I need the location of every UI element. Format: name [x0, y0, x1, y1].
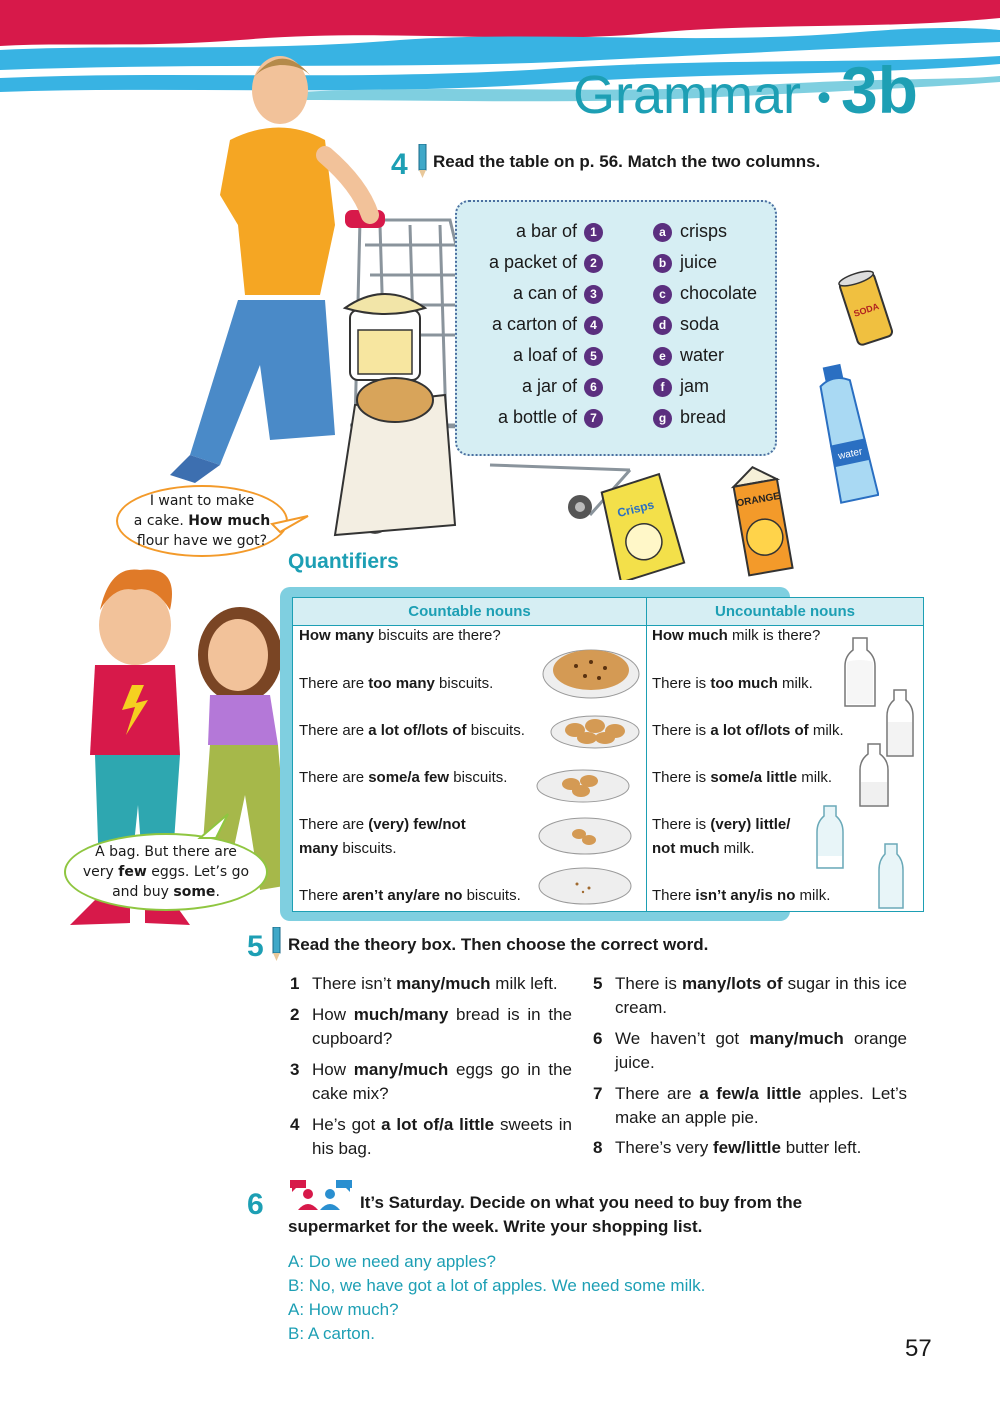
column-header-uncountable: Uncountable nouns [647, 598, 923, 626]
milk-bottle-icon [857, 740, 891, 808]
exercise-5-item-6: 6 We haven’t got many/much orange juice. [593, 1029, 907, 1072]
uncountable-row-2: There is too much milk. [652, 675, 813, 692]
match-right-f: f jam [653, 373, 709, 399]
svg-text:water: water [837, 446, 864, 463]
countable-row-4: There are some/a few biscuits. [299, 769, 508, 786]
match-columns-box [455, 200, 777, 456]
match-left-2: a packet of 2 [489, 249, 603, 275]
crisps-packet-illustration [596, 472, 686, 580]
countable-row-2: There are too many biscuits. [299, 675, 494, 692]
pencil-icon [418, 144, 427, 178]
page-title: Grammar • 3b [572, 53, 918, 127]
match-left-7: a bottle of 7 [498, 404, 603, 430]
dialog-line-4: B: A carton. [288, 1324, 375, 1343]
countable-row-5: There are (very) few/not many biscuits. [299, 816, 466, 857]
milk-bottle-icon [877, 840, 905, 910]
match-right-b: b juice [653, 249, 717, 275]
match-left-3: a can of 3 [513, 280, 603, 306]
exercise-5-item-1: 1 There isn’t many/much milk left. [290, 974, 558, 993]
match-right-e: e water [653, 342, 724, 368]
dialog-line-2: B: No, we have got a lot of apples. We need some milk. [288, 1276, 706, 1295]
water-bottle-illustration [815, 360, 879, 508]
uncountable-row-6: There isn’t any/is no milk. [652, 887, 831, 904]
countable-row-3: There are a lot of/lots of biscuits. [299, 722, 525, 739]
exercise-6-number: 6 [247, 1188, 264, 1221]
speech-bubble-eggs: A bag. But there are very few eggs. Let’s go and buy some. [64, 833, 268, 911]
exercise-5-item-3: 3 How many/much eggs go in the cake mix? [290, 1060, 573, 1103]
quantifiers-table [292, 597, 924, 912]
exercise-4-instruction: Read the table on p. 56. Match the two columns. [433, 152, 821, 171]
countable-row-6: There aren’t any/are no biscuits. [299, 887, 521, 904]
countable-row-1: How many biscuits are there? [299, 627, 501, 644]
biscuit-plate-icon [541, 642, 641, 700]
exercise-5-item-7: 7 There are a few/a little apples. Let’s make an apple pie. [593, 1084, 907, 1127]
exercise-5-item-2: 2 How much/many bread is in the cupboard? [290, 1005, 573, 1048]
biscuit-plate-icon [549, 710, 641, 750]
svg-text:Crisps: Crisps [615, 497, 656, 521]
svg-text:SODA: SODA [852, 301, 881, 319]
uncountable-row-3: There is a lot of/lots of milk. [652, 722, 844, 739]
biscuit-plate-icon [535, 764, 631, 804]
biscuit-plate-icon [537, 812, 633, 856]
match-right-d: d soda [653, 311, 719, 337]
dialog-line-1: A: Do we need any apples? [288, 1252, 496, 1271]
page-number: 57 [905, 1335, 932, 1362]
svg-text:ORANGE: ORANGE [735, 490, 781, 510]
milk-bottle-icon [815, 802, 845, 870]
uncountable-row-5: There is (very) little/ not much milk. [652, 816, 791, 857]
speech-bubble-cake: I want to make a cake. How much flour have we got? [116, 485, 288, 557]
uncountable-row-4: There is some/a little milk. [652, 769, 833, 786]
exercise-5-instruction: Read the theory box. Then choose the correct word. [288, 935, 709, 954]
match-right-a: a crisps [653, 218, 727, 244]
milk-bottle-icon [841, 634, 881, 710]
match-left-4: a carton of 4 [492, 311, 603, 337]
empty-plate-icon [537, 862, 633, 906]
match-left-5: a loaf of 5 [513, 342, 603, 368]
uncountable-row-1: How much milk is there? [652, 627, 821, 644]
column-divider [646, 598, 647, 911]
speech-bubble-tail [196, 812, 232, 842]
quantifiers-heading: Quantifiers [288, 550, 399, 573]
exercise-5-item-4: 4 He’s got a lot of/a little sweets in his bag. [290, 1115, 573, 1158]
exercise-5-item-5: 5 There is many/lots of sugar in this ice cream. [593, 974, 908, 1017]
match-right-g: g bread [653, 404, 726, 430]
exercise-5-item-8: 8 There’s very few/little butter left. [593, 1138, 862, 1157]
column-header-countable: Countable nouns [293, 598, 646, 626]
exercise-4-number: 4 [391, 148, 408, 181]
match-left-1: a bar of 1 [516, 218, 603, 244]
match-left-6: a jar of 6 [522, 373, 603, 399]
speech-bubble-tail [270, 512, 310, 536]
match-right-c: c chocolate [653, 280, 757, 306]
soda-can-illustration [836, 268, 896, 350]
exercise-5-number: 5 [247, 930, 264, 963]
pencil-icon [272, 927, 281, 961]
exercise-6-instruction: It’s Saturday. Decide on what you need to buy from the supermarket for the week. Write your shopping list. [288, 1193, 803, 1236]
dialog-line-3: A: How much? [288, 1300, 399, 1319]
orange-carton-illustration [722, 462, 806, 580]
